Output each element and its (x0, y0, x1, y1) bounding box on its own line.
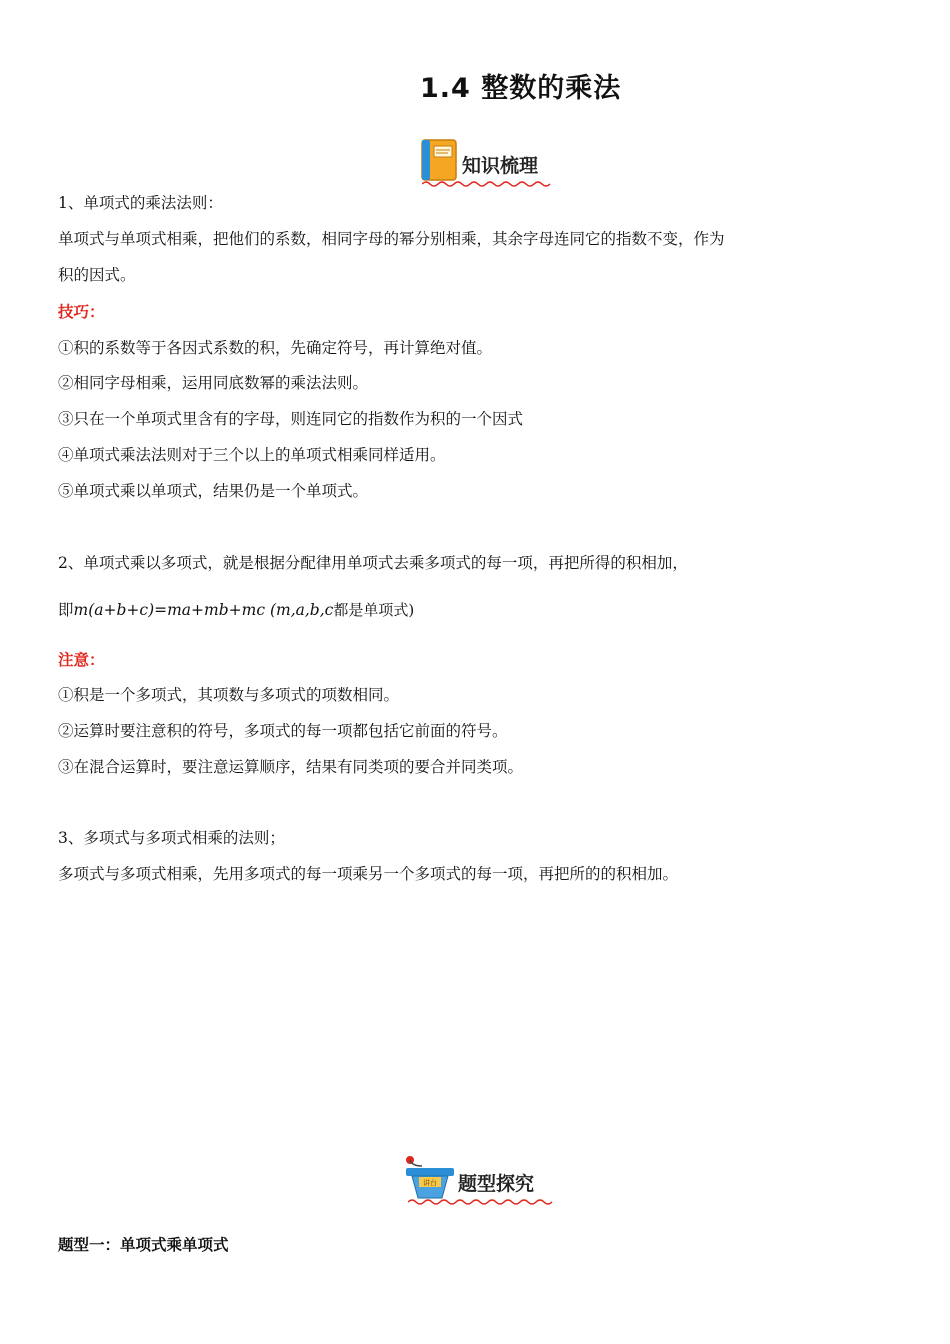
podium-icon (402, 1152, 458, 1202)
note-label: 注意： (58, 651, 105, 669)
tips-label: 技巧： (58, 303, 105, 321)
type1-heading: 题型一：单项式乘单项式 (58, 1236, 229, 1254)
wavy-underline (422, 180, 552, 188)
note-1: ①积是一个多项式，其项数与多项式的项数相同。 (58, 686, 400, 704)
book-icon (420, 138, 460, 182)
tip-4: ④单项式乘法法则对于三个以上的单项式相乘同样适用。 (58, 446, 446, 464)
podium-label: 讲台 (423, 1179, 437, 1187)
tip-1: ①积的系数等于各因式系数的积，先确定符号，再计算绝对值。 (58, 339, 493, 357)
note-3: ③在混合运算时，要注意运算顺序，结果有同类项的要合并同类项。 (58, 758, 524, 776)
formula-prefix: 即 (58, 601, 74, 619)
s2-formula-line (58, 600, 414, 620)
formula: m(a+b+c)=ma+mb+mc (73, 601, 266, 619)
s1-rule-line1: 单项式与单项式相乘，把他们的系数，相同字母的幂分别相乘，其余字母连同它的指数不变，作为 (58, 230, 725, 248)
tip-2: ②相同字母相乘，运用同底数幂的乘法法则。 (58, 374, 369, 392)
page-title: 1.4 整数的乘法 (420, 73, 622, 104)
knowledge-banner (420, 138, 538, 182)
note-2: ②运算时要注意积的符号，多项式的每一项都包括它前面的符号。 (58, 722, 508, 740)
types-banner-label: 题型探究 (458, 1173, 535, 1195)
tip-5: ⑤单项式乘以单项式，结果仍是一个单项式。 (58, 482, 369, 500)
tip-3: ③只在一个单项式里含有的字母，则连同它的指数作为积的一个因式 (58, 410, 524, 428)
s2-heading: 2、单项式乘以多项式，就是根据分配律用单项式去乘多项式的每一项，再把所得的积相加， (58, 554, 688, 572)
s3-rule: 多项式与多项式相乘，先用多项式的每一项乘另一个多项式的每一项，再把所的的积相加。 (58, 865, 679, 883)
types-banner (402, 1152, 534, 1202)
knowledge-banner-label: 知识梳理 (462, 155, 539, 177)
formula-suffix: 都是单项式) (333, 601, 415, 619)
formula-vars: (m,a,b,c (269, 601, 334, 619)
s1-heading: 1、单项式的乘法法则： (58, 194, 223, 212)
s3-heading: 3、多项式与多项式相乘的法则； (58, 829, 285, 847)
s1-rule-line2: 积的因式。 (58, 266, 136, 284)
wavy-underline-2 (408, 1198, 558, 1206)
